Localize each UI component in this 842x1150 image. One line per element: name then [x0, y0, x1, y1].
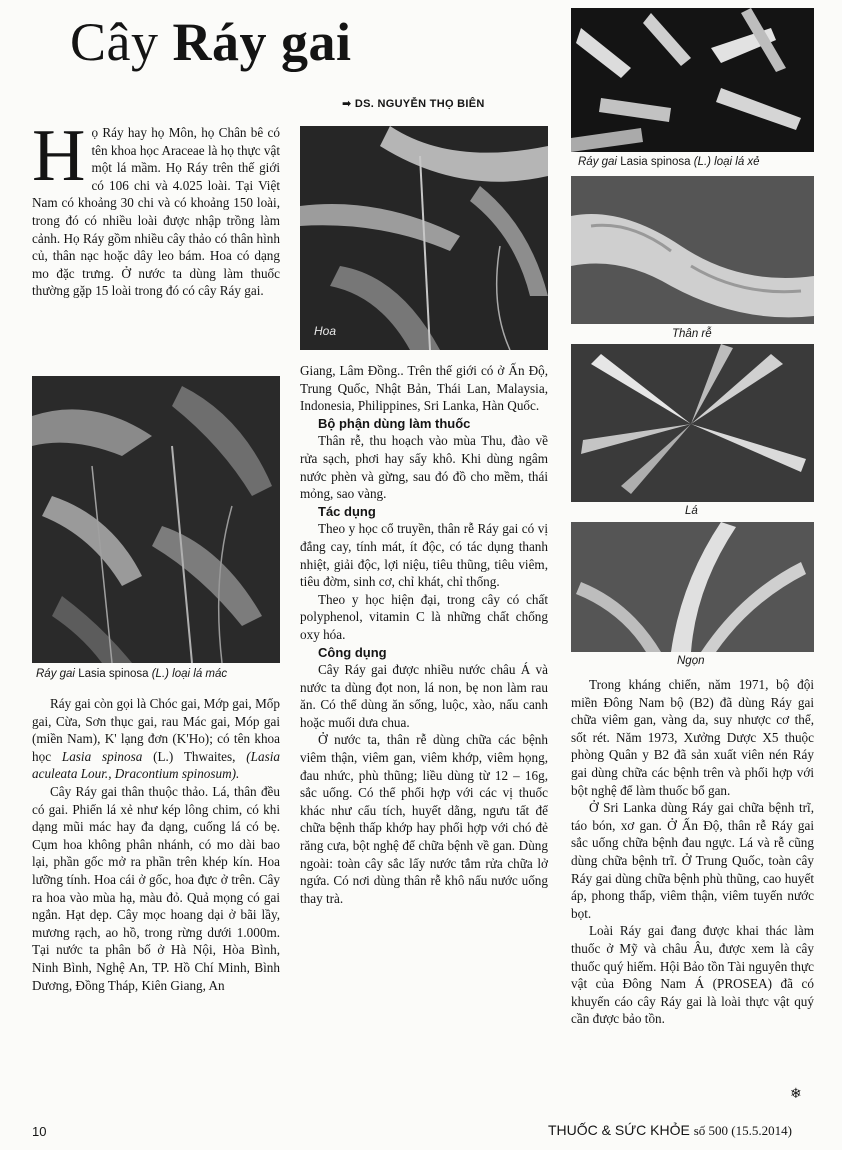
- photo-flower: [300, 126, 548, 350]
- caption-part: (L.) loại lá mác: [151, 668, 228, 680]
- text-span: Ráy gai còn gọi là Chóc gai, Mớp gai, Mốp gai, Cừa, Sơn thục gai, rau Mác gai, Móp gai (miền Nam), K' lạng đơn (K'Ho); có tên khoa học: [32, 696, 280, 764]
- col1-body: [32, 695, 280, 994]
- paragraph: Ở Sri Lanka dùng Ráy gai chữa bệnh trĩ, táo bón, xơ gan. Ở Ấn Độ, thân rễ Ráy gai sắc uống chữa bệnh đau ngực. Lá và rễ cũng dùng chữa bệnh trĩ. Ở Trung Quốc, toàn cây Ráy gai dùng chữa bệnh phù thũng, cao huyết áp, phong thấp, viêm thận, viêm tuyến nước bọt.: [571, 800, 814, 921]
- paragraph: [32, 695, 280, 783]
- page-number: 10: [32, 1124, 47, 1139]
- paragraph: Theo y học hiện đại, trong cây có chất polyphenol, vitamin C là những chất chống oxy hóa.: [300, 591, 548, 642]
- title-part2: Ráy gai: [172, 12, 352, 72]
- caption-shoot: Ngọn: [677, 655, 705, 667]
- paragraph: Loài Ráy gai đang được khai thác làm thuốc ở Mỹ và châu Âu, được xem là cây thuốc quý hiếm. Hội Bảo tồn Tài nguyên thực vật của Đông Nam Á (PROSEA) đã có khuyến cáo cây Ráy gai là loài thực vật quý cần được bảo tồn.: [571, 923, 814, 1027]
- photo-shoot: [571, 522, 814, 652]
- caption-rhizome: Thân rễ: [672, 328, 712, 340]
- paragraph: Cây Ráy gai thân thuộc thảo. Lá, thân đều có gai. Phiến lá xẻ như kép lông chim, có khi dạng mũi mác hay đa dạng, cuống lá có bẹ. Cụm hoa không phân nhánh, có mo dài bao lại, phần gốc mở ra phần trên khép kín. Hoa lưỡng tính. Hoa cái ở gốc, hoa đực ở trên. Cây ra hoa vào mùa hạ, màu đỏ. Quả mọng có gai ngắn. Hạt dẹp. Cây mọc hoang dại ở bãi lầy, mương rạch, ao hồ, trong rừng dưới 1.000m. Tại nước ta phân bố ở Hà Nội, Hòa Bình, Ninh Bình, Nghệ An, TP. Hồ Chí Minh, Bình Dương, Đồng Tháp, Kiên Giang, An: [32, 783, 280, 993]
- text-italic: (Lasia aculeata Lour., Dracontium spinosum).: [32, 748, 280, 782]
- magazine-name: THUỐC & SỨC KHỎE: [548, 1122, 690, 1138]
- heading-medicinal-parts: Bộ phận dùng làm thuốc: [318, 415, 471, 431]
- heading-effects: Tác dụng: [318, 503, 376, 519]
- col2-body: [300, 362, 548, 907]
- paragraph: Cây Ráy gai được nhiều nước châu Á và nước ta dùng đọt non, lá non, bẹ non làm rau ăn. Có thể dùng ăn sống, luộc, xào, nấu canh hoặc muối dưa chua.: [300, 662, 548, 730]
- caption-leaf-pinnate: [578, 156, 760, 168]
- photo-leaf-pinnate: [571, 8, 814, 152]
- col3-body: [571, 676, 814, 1028]
- caption-part: (L.) loại lá xẻ: [693, 156, 760, 168]
- caption-part: Ráy gai: [578, 156, 621, 168]
- heading-uses: Công dụng: [318, 644, 387, 660]
- paragraph: Theo y học cổ truyền, thân rễ Ráy gai có vị đắng cay, tính mát, ít độc, có tác dụng thanh nhiệt, giải độc, lợi niệu, tiêu thũng, tiêu viêm, tiêu đờm, sinh cơ, chỉ khát, chỉ thống.: [300, 521, 548, 590]
- intro-text: [32, 115, 280, 300]
- caption-flower: Hoa: [314, 324, 337, 338]
- end-mark-icon: ❄: [790, 1087, 802, 1102]
- paragraph: Trong kháng chiến, năm 1971, bộ đội miền Đông Nam bộ (B2) đã dùng Ráy gai chữa viêm gan, vàng da, suy nhược cơ thể, sốt rét. Năm 1973, Xưởng Dược X5 thuộc phòng Quân y B2 đã sản xuất viên nén Ráy gai dùng chữa các bệnh trên và phối hợp với bột nghệ để làm thuốc bổ gan.: [571, 677, 814, 798]
- issue-info: số 500 (15.5.2014): [693, 1123, 792, 1138]
- paragraph: Thân rễ, thu hoạch vào mùa Thu, đào về rửa sạch, phơi hay sấy khô. Khi dùng ngâm nước phèn và gừng, sau đó đồ cho mềm, thái mỏng, sao vàng.: [300, 433, 548, 502]
- intro-body: ọ Ráy hay họ Môn, họ Chân bê có tên khoa học Araceae là họ thực vật một lá mầm. Họ Ráy trên thế giới có 106 chi và 4.025 loài. Tại Việt Nam có khoảng 30 chi và có khoảng 150 loài, trong đó có nhiều loài được nhập trồng làm cảnh. Họ Ráy gồm nhiều cây thảo có thân hình củ, thân nạc hoặc dây leo bám. Hoa có dạng mo đặc trưng. Ở nước ta dùng làm thuốc thường gặp 15 loài trong đó có cây Ráy gai.: [32, 125, 280, 299]
- text-italic: Lasia spinosa: [61, 748, 143, 764]
- photo-leaf: [571, 344, 814, 502]
- paragraph: Giang, Lâm Đồng.. Trên thế giới có ở Ấn Độ, Trung Quốc, Nhật Bản, Thái Lan, Malaysia, Indonesia, Philippines, Sri Lanka, Hàn Quốc.: [300, 363, 548, 414]
- caption-species: Lasia spinosa: [620, 156, 694, 168]
- caption-leaf: Lá: [685, 505, 698, 517]
- text-span: (L.) Thwaites,: [142, 748, 247, 764]
- drop-cap: H: [32, 115, 86, 197]
- article-title: [70, 10, 352, 74]
- photo-leaf-spear: [32, 376, 280, 663]
- author-line: ➡ DS. NGUYỄN THỌ BIÊN: [342, 98, 485, 110]
- caption-leaf-spear: [36, 668, 227, 680]
- paragraph: Ở nước ta, thân rễ dùng chữa các bệnh viêm thận, viêm gan, viêm khớp, viêm họng, đau nhức, phù thũng; liều dùng từ 12 – 16g, sắc uống. Có thể phối hợp với các vị thuốc khác như cẩu tích, huyết dằng, ngưu tất để chữa bệnh thấp khớp hay phối hợp với chó đẻ răng cưa, bột nghệ để chữa bệnh về gan. Dùng ngoài: toàn cây sắc lấy nước tắm rửa chữa lở ngứa. Có nơi dùng thân rễ khô nấu nước uống thay trà.: [300, 732, 548, 906]
- caption-species: Lasia spinosa: [78, 668, 152, 680]
- photo-rhizome: [571, 176, 814, 324]
- caption-part: Ráy gai: [36, 668, 79, 680]
- title-part1: Cây: [70, 12, 173, 72]
- magazine-footer: [548, 1122, 792, 1139]
